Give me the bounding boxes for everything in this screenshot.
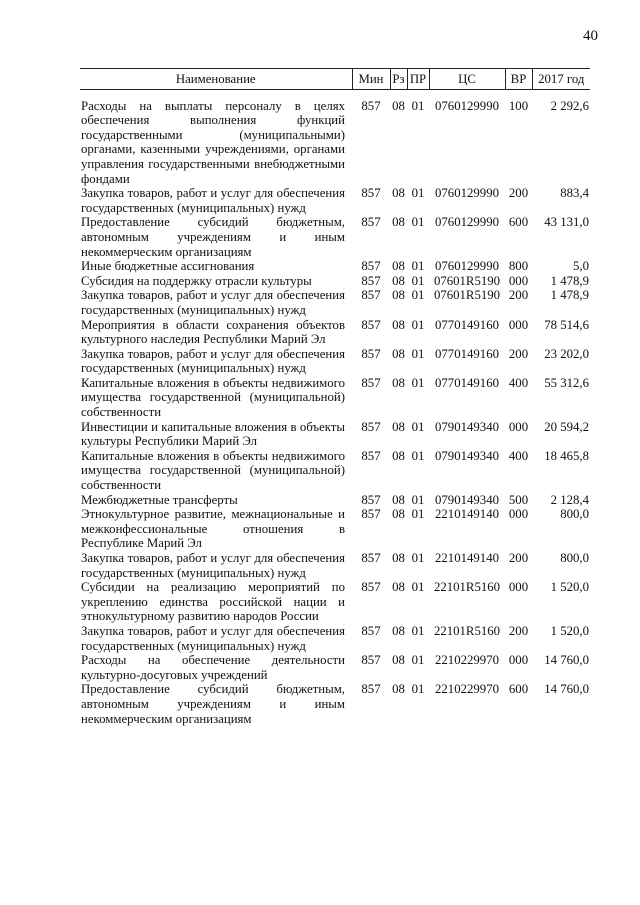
row-rz: 08 <box>392 375 405 390</box>
row-min: 857 <box>361 288 381 303</box>
header-pr: ПР <box>407 69 429 90</box>
table-row <box>80 288 590 317</box>
row-pr: 01 <box>411 492 425 507</box>
row-name: Межбюджетные трансферты <box>81 492 238 507</box>
row-rz: 08 <box>392 186 405 201</box>
row-rz: 08 <box>392 507 405 522</box>
row-amount: 2 292,6 <box>550 98 589 113</box>
row-vr: 000 <box>508 653 529 668</box>
row-amount: 78 514,6 <box>544 317 589 332</box>
row-name: Капитальные вложения в объекты недвижимого имущества государственной (муниципальной) собственности <box>81 375 345 420</box>
row-min: 857 <box>361 682 381 697</box>
row-name: Инвестиции и капитальные вложения в объекты культуры Республики Марий Эл <box>81 419 345 449</box>
row-vr: 200 <box>508 346 529 361</box>
row-min: 857 <box>361 375 381 390</box>
row-pr: 01 <box>411 419 425 434</box>
header-rz: Рз <box>390 69 407 90</box>
table-row <box>80 215 590 259</box>
row-cs: 2210229970 <box>435 653 499 668</box>
row-min: 857 <box>361 653 381 668</box>
row-cs: 0770149160 <box>435 375 499 390</box>
row-min: 857 <box>361 492 381 507</box>
row-pr: 01 <box>411 346 425 361</box>
row-amount: 2 128,4 <box>550 492 589 507</box>
row-min: 857 <box>361 186 381 201</box>
row-name: Субсидия на поддержку отрасли культуры <box>81 273 312 288</box>
row-cs: 22101R5160 <box>433 623 501 638</box>
row-amount: 800,0 <box>560 507 589 522</box>
row-rz: 08 <box>392 215 405 230</box>
row-min: 857 <box>361 507 381 522</box>
row-name: Закупка товаров, работ и услуг для обеспечения государственных (муниципальных) нужд <box>81 186 345 215</box>
row-pr: 01 <box>411 186 425 201</box>
row-cs: 0760129990 <box>435 259 499 274</box>
row-pr: 01 <box>411 551 425 565</box>
row-min: 857 <box>361 623 381 638</box>
row-vr: 500 <box>508 492 529 507</box>
row-amount: 800,0 <box>560 551 589 565</box>
row-vr: 000 <box>508 317 529 332</box>
row-pr: 01 <box>411 682 425 697</box>
row-pr: 01 <box>411 653 425 668</box>
row-vr: 000 <box>508 273 529 288</box>
row-vr: 200 <box>508 551 529 565</box>
row-name: Закупка товаров, работ и услуг для обеспечения государственных (муниципальных) нужд <box>81 346 345 376</box>
header-vr: ВР <box>505 69 532 90</box>
row-rz: 08 <box>392 580 405 595</box>
row-rz: 08 <box>392 317 405 332</box>
row-vr: 400 <box>508 375 529 390</box>
row-cs: 0790149340 <box>435 419 499 434</box>
table-row <box>80 551 590 580</box>
header-min: Мин <box>352 69 390 90</box>
row-amount: 1 478,9 <box>550 288 589 303</box>
row-pr: 01 <box>411 273 425 288</box>
row-amount: 18 465,8 <box>544 448 589 463</box>
row-name: Закупка товаров, работ и услуг для обеспечения государственных (муниципальных) нужд <box>81 623 345 653</box>
row-rz: 08 <box>392 346 405 361</box>
table-row <box>80 449 590 493</box>
table-row <box>80 493 590 508</box>
row-min: 857 <box>361 259 381 274</box>
row-cs: 2210229970 <box>435 682 499 697</box>
row-vr: 400 <box>508 448 529 463</box>
row-rz: 08 <box>392 623 405 638</box>
row-pr: 01 <box>411 580 425 595</box>
row-vr: 200 <box>508 288 529 303</box>
row-name: Закупка товаров, работ и услуг для обеспечения государственных (муниципальных) нужд <box>81 288 345 317</box>
row-cs: 2210149140 <box>435 507 499 522</box>
table-row <box>80 318 590 347</box>
row-name: Субсидии на реализацию мероприятий по укреплению единства российской нации и этнокультурному развитию народов России <box>81 580 345 624</box>
table-row <box>80 624 590 653</box>
page-number: 40 <box>583 28 598 44</box>
row-vr: 000 <box>508 507 529 522</box>
row-pr: 01 <box>411 507 425 522</box>
row-name: Предоставление субсидий бюджетным, автономным учреждениям и иным некоммерческим организациям <box>81 215 345 259</box>
table-row <box>80 653 590 682</box>
row-rz: 08 <box>392 288 405 303</box>
row-name: Предоставление субсидий бюджетным, автономным учреждениям и иным некоммерческим организациям <box>81 682 345 726</box>
row-rz: 08 <box>392 259 405 274</box>
row-cs: 0790149340 <box>435 492 499 507</box>
row-name: Иные бюджетные ассигнования <box>81 259 255 274</box>
row-amount: 14 760,0 <box>544 653 589 668</box>
row-name: Мероприятия в области сохранения объектов культурного наследия Республики Марий Эл <box>81 317 345 347</box>
row-cs: 2210149140 <box>435 551 499 565</box>
row-amount: 1 478,9 <box>550 273 589 288</box>
row-rz: 08 <box>392 492 405 507</box>
table-row <box>80 376 590 420</box>
row-min: 857 <box>361 317 381 332</box>
table-header-row <box>80 69 590 90</box>
table-row <box>80 347 590 376</box>
row-cs: 0760129990 <box>435 215 499 230</box>
row-amount: 883,4 <box>560 186 589 201</box>
table-row <box>80 580 590 624</box>
row-amount: 1 520,0 <box>550 580 589 595</box>
row-rz: 08 <box>392 419 405 434</box>
table-body <box>80 89 590 726</box>
table-row <box>80 259 590 274</box>
row-cs: 07601R5190 <box>433 288 501 303</box>
row-vr: 200 <box>508 623 529 638</box>
row-min: 857 <box>361 448 381 463</box>
row-rz: 08 <box>392 273 405 288</box>
row-min: 857 <box>361 551 381 565</box>
row-vr: 100 <box>508 98 529 113</box>
table-row <box>80 682 590 726</box>
row-cs: 0760129990 <box>435 98 499 113</box>
table-row <box>80 274 590 289</box>
row-rz: 08 <box>392 653 405 668</box>
row-amount: 5,0 <box>573 259 589 274</box>
row-pr: 01 <box>411 375 425 390</box>
row-pr: 01 <box>411 215 425 230</box>
row-rz: 08 <box>392 682 405 697</box>
table-row <box>80 420 590 449</box>
row-vr: 800 <box>508 259 529 274</box>
row-name: Расходы на выплаты персоналу в целях обеспечения выполнения функций государственными (муниципальными) органами, казенными учреждениями, органами управления государственными внебюджетными фондами <box>81 98 345 186</box>
header-cs: ЦС <box>429 69 505 90</box>
row-min: 857 <box>361 346 381 361</box>
row-min: 857 <box>361 98 381 113</box>
row-amount: 55 312,6 <box>544 375 589 390</box>
row-rz: 08 <box>392 551 405 565</box>
row-pr: 01 <box>411 623 425 638</box>
row-cs: 22101R5160 <box>433 580 501 595</box>
row-vr: 600 <box>508 215 529 230</box>
row-amount: 1 520,0 <box>550 623 589 638</box>
row-min: 857 <box>361 419 381 434</box>
row-name: Расходы на обеспечение деятельности культурно-досуговых учреждений <box>81 653 345 682</box>
row-cs: 0790149340 <box>435 448 499 463</box>
row-amount: 20 594,2 <box>544 419 589 434</box>
row-amount: 14 760,0 <box>544 682 589 697</box>
row-amount: 43 131,0 <box>544 215 589 230</box>
row-name: Этнокультурное развитие, межнациональные и межконфессиональные отношения в Республике Марий Эл <box>81 507 345 551</box>
row-pr: 01 <box>411 317 425 332</box>
row-name: Капитальные вложения в объекты недвижимого имущества государственной (муниципальной) собственности <box>81 448 345 493</box>
header-name: Наименование <box>80 69 352 90</box>
header-year: 2017 год <box>532 69 590 90</box>
row-pr: 01 <box>411 448 425 463</box>
row-pr: 01 <box>411 98 425 113</box>
row-cs: 07601R5190 <box>433 273 501 288</box>
row-name: Закупка товаров, работ и услуг для обеспечения государственных (муниципальных) нужд <box>81 551 345 580</box>
table-row <box>80 186 590 215</box>
row-rz: 08 <box>392 98 405 113</box>
row-vr: 200 <box>508 186 529 201</box>
row-rz: 08 <box>392 448 405 463</box>
row-pr: 01 <box>411 259 425 274</box>
row-pr: 01 <box>411 288 425 303</box>
row-vr: 600 <box>508 682 529 697</box>
row-cs: 0760129990 <box>435 186 499 201</box>
table-row <box>80 89 590 186</box>
row-cs: 0770149160 <box>435 346 499 361</box>
table-row <box>80 507 590 551</box>
row-min: 857 <box>361 580 381 595</box>
row-vr: 000 <box>508 580 529 595</box>
row-amount: 23 202,0 <box>544 346 589 361</box>
budget-table <box>80 68 590 726</box>
row-min: 857 <box>361 215 381 230</box>
row-vr: 000 <box>508 419 529 434</box>
row-cs: 0770149160 <box>435 317 499 332</box>
row-min: 857 <box>361 273 381 288</box>
